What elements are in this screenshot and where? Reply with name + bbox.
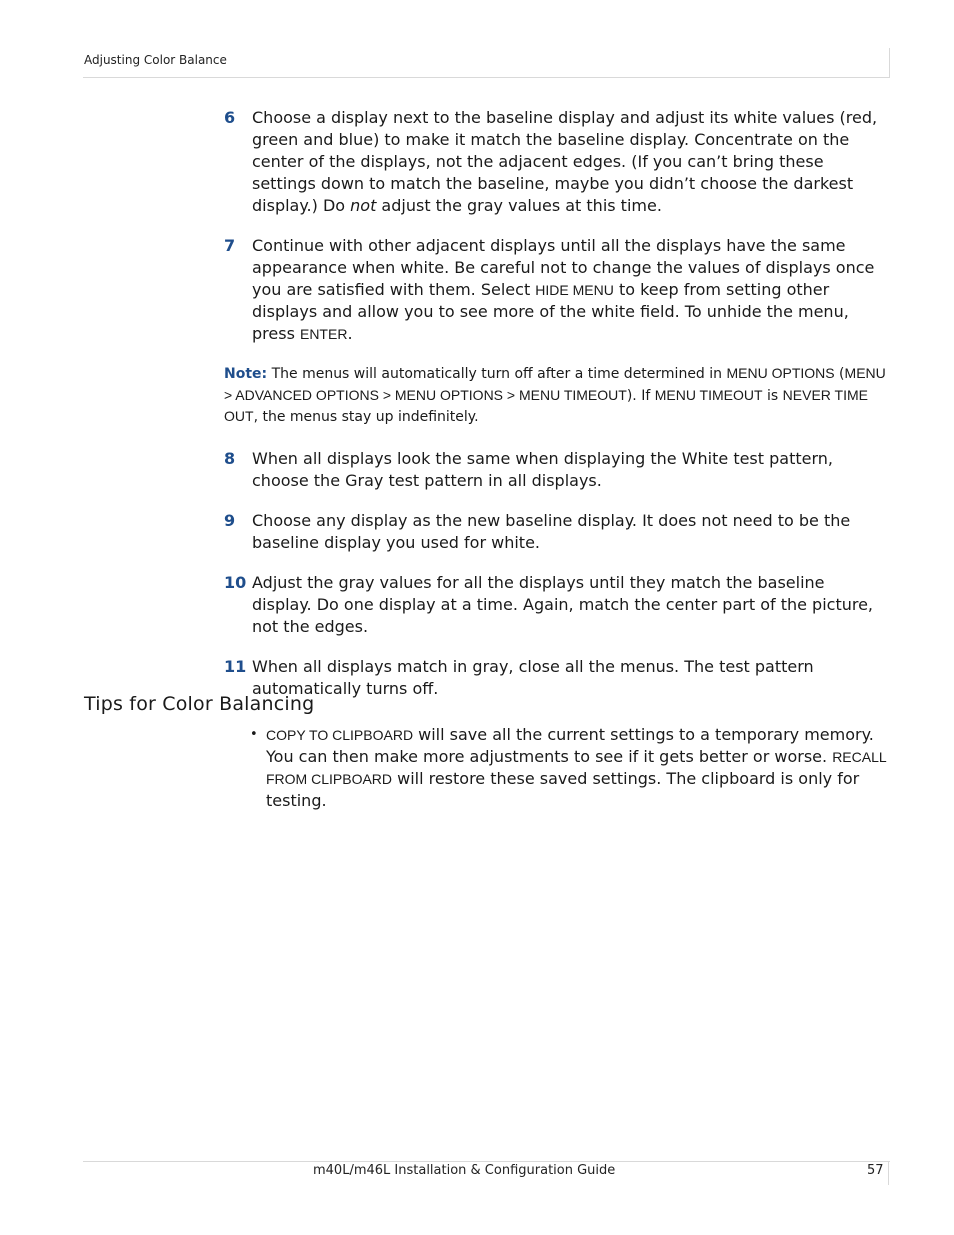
step-number: 11: [224, 656, 247, 676]
ui-term: HIDE MENU: [535, 282, 614, 298]
step-item: [224, 448, 889, 492]
text-run: .: [347, 324, 353, 343]
bullet-item: [250, 724, 890, 812]
text-run: Adjust the gray values for all the displays until they match the baseline display. Do one display at a time. Again, match the center part of the picture, not the edges.: [252, 572, 874, 636]
footer-document-title: m40L/m46L Installation & Configuration Guide: [313, 1163, 616, 1178]
footer-page-number: 57: [867, 1163, 884, 1178]
step-item: [224, 656, 889, 700]
step-item: [224, 235, 889, 345]
section-heading-tips: Tips for Color Balancing: [84, 693, 315, 715]
step-number: 8: [224, 448, 236, 468]
text-run: adjust the gray values at this time.: [376, 196, 662, 215]
step-number: 7: [224, 236, 236, 255]
ui-term: ENTER: [299, 326, 348, 342]
step-item: [224, 510, 889, 554]
text-run: When all displays look the same when displaying the White test pattern, choose the Gray test pattern in all displays.: [252, 448, 833, 490]
step-text: [252, 510, 889, 554]
text-run: is: [762, 387, 783, 404]
steps-group-after-note: [224, 448, 889, 700]
bullet-icon: •: [250, 727, 258, 742]
step-number: 9: [224, 510, 236, 530]
step-text: [252, 107, 889, 217]
step-text: [252, 235, 889, 345]
note-text: [224, 366, 886, 425]
note-block: [224, 363, 889, 428]
ui-term: MENU > ADVANCED OPTIONS > MENU OPTIONS > MENU TIMEOUT: [224, 365, 886, 403]
step-text: [252, 572, 889, 638]
ui-term: MENU OPTIONS: [726, 365, 835, 381]
text-run: (: [834, 366, 845, 382]
steps-group-before-note: [224, 107, 889, 345]
text-run: to keep from setting other displays and allow you to see more of the white field. To unhide the menu, press: [252, 280, 849, 343]
step-text: [252, 656, 889, 700]
note-label: Note:: [224, 366, 268, 382]
footer-divider: [888, 1161, 889, 1185]
text-run: When all displays match in gray, close all the menus. The test pattern automatically turns off.: [252, 656, 814, 698]
ui-term: COPY TO CLIPBOARD: [266, 727, 414, 743]
text-run: not: [350, 196, 377, 215]
ui-term: MENU TIMEOUT: [654, 386, 763, 403]
step-number: 6: [224, 108, 236, 127]
step-text: [252, 448, 889, 492]
text-run: ). If: [626, 387, 655, 404]
ui-term: NEVER TIME OUT: [224, 386, 868, 424]
text-run: Choose a display next to the baseline display and adjust its white values (red, green and blue) to make it match the baseline display. Concentrate on the center of the displays, not the adjacent edges. (If you can’t bring these settings down to match the baseline, maybe you didn’t choose the darkest display.) Do: [252, 108, 878, 215]
text-run: will restore these saved settings. The clipboard is only for testing.: [266, 769, 860, 810]
ui-term: RECALL FROM CLIPBOARD: [266, 749, 887, 787]
text-run: , the menus stay up indefinitely.: [253, 409, 479, 425]
running-header: Adjusting Color Balance: [84, 53, 227, 67]
steps-list: [224, 107, 889, 718]
bullet-text: [266, 724, 890, 812]
text-run: The menus will automatically turn off after a time determined in: [267, 366, 727, 382]
text-run: will save all the current settings to a temporary memory. You can then make more adjustments to see if it gets better or worse.: [266, 725, 874, 766]
tips-bullet-list: [250, 724, 890, 812]
text-run: Choose any display as the new baseline display. It does not need to be the baseline display you used for white.: [252, 510, 851, 552]
step-item: [224, 572, 889, 638]
step-number: 10: [224, 572, 247, 592]
step-item: [224, 107, 889, 217]
text-run: Continue with other adjacent displays until all the displays have the same appearance when white. Be careful not to change the values of displays once you are satisfied with them. Select: [252, 236, 875, 299]
